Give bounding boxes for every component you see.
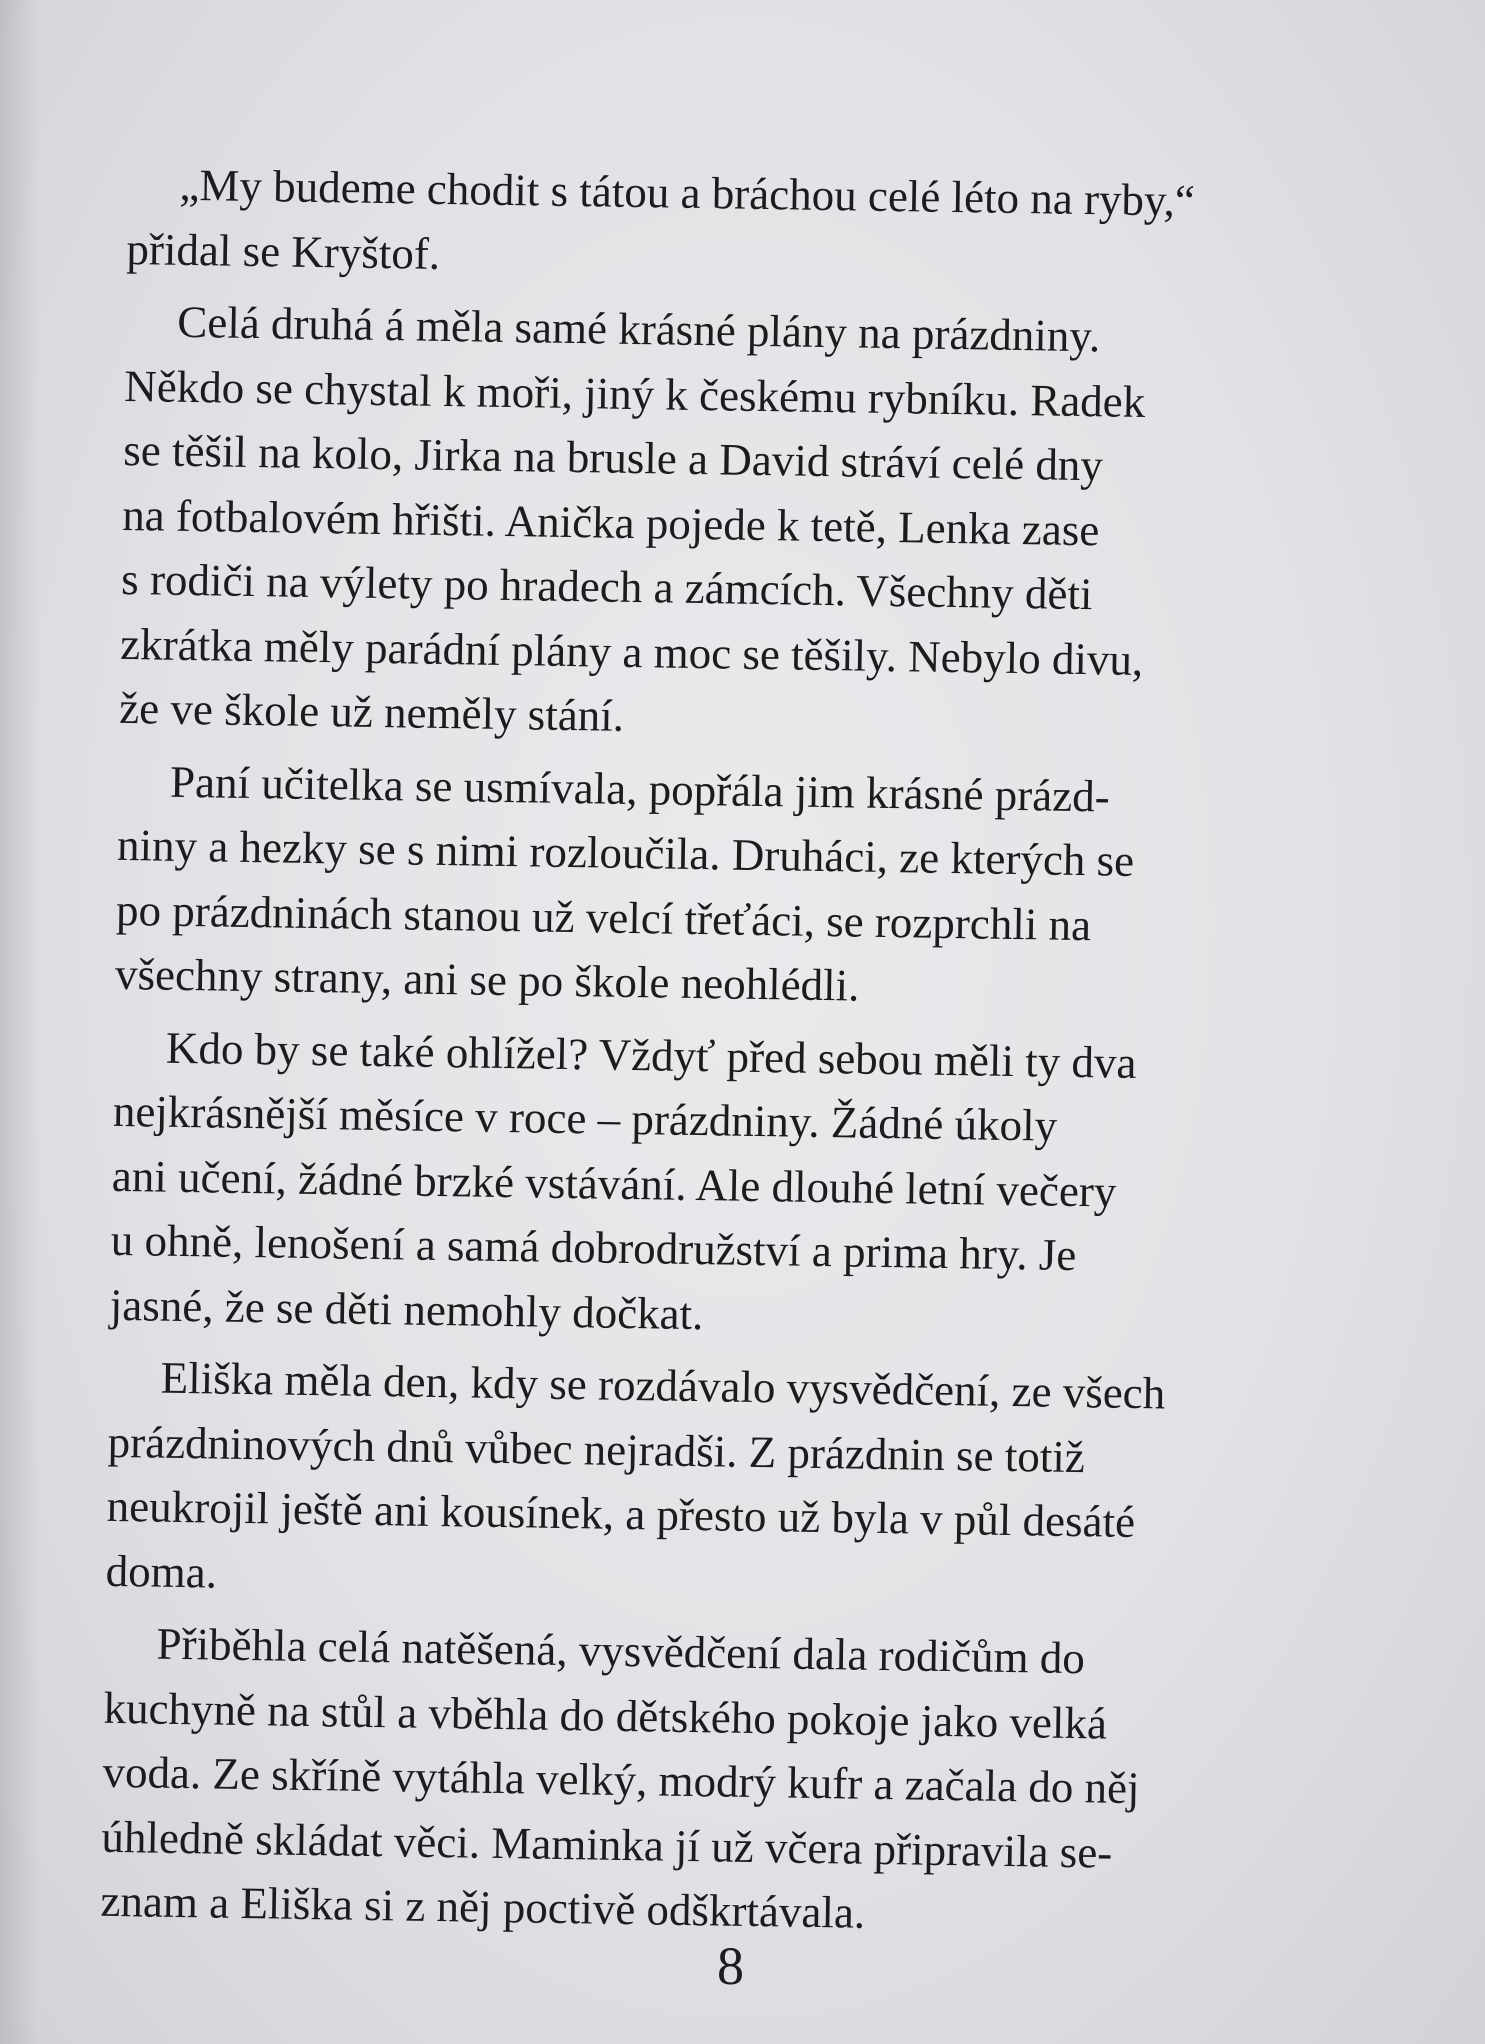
- text-line: jasné, že se děti nemohly dočkat.: [109, 1279, 704, 1339]
- text-line: na fotbalovém hřišti. Anička pojede k tetě, Lenka zase: [121, 489, 1100, 555]
- text-line: ani učení, žádné brzké vstávání. Ale dlouhé letní večery: [111, 1150, 1117, 1217]
- text-line: se těšil na kolo, Jirka na brusle a David stráví celé dny: [122, 424, 1104, 491]
- text-line: u ohně, lenošení a samá dobrodružství a prima hry. Je: [110, 1214, 1077, 1281]
- page-edge-shadow: [0, 0, 40, 2044]
- paragraph: [119, 289, 1346, 760]
- paragraph: [109, 1014, 1334, 1356]
- paragraph: [126, 152, 1348, 300]
- text-line: po prázdninách stanou už velcí třeťáci, se rozprchli na: [115, 884, 1092, 950]
- text-line: voda. Ze skříně vytáhla velký, modrý kufr a začala do něj: [102, 1746, 1140, 1814]
- text-line: Eliška měla den, kdy se rozdávalo vysvědčení, ze všech: [160, 1352, 1166, 1419]
- page-number: 8: [717, 1936, 744, 1996]
- text-line: Přiběhla celá natěšená, vysvědčení dala rodičům do: [156, 1618, 1086, 1684]
- text-line: prázdninových dnů vůbec nejradši. Z prázdnin se totiž: [107, 1416, 1086, 1482]
- text-line: „My budeme chodit s tátou a bráchou celé léto na ryby,“: [179, 159, 1196, 226]
- text-line: znam a Eliška si z něj poctivě odškrtávala.: [100, 1875, 866, 1938]
- text-line: nejkrásnější měsíce v roce – prázdniny. Žádné úkoly: [112, 1085, 1058, 1151]
- text-line: neukrojil ještě ani kousínek, a přesto už byla v půl desáté: [106, 1480, 1136, 1547]
- paragraph: [105, 1345, 1329, 1622]
- text-line: doma.: [105, 1545, 218, 1598]
- text-line: s rodiči na výlety po hradech a zámcích. Všechny děti: [120, 553, 1093, 620]
- text-line: všechny strany, ani se po škole neohlédli.: [114, 948, 860, 1011]
- text-line: niny a hezky se s nimi rozloučila. Druháci, ze kterých se: [116, 819, 1135, 886]
- text-line: zkrátka měly parádní plány a moc se těšily. Nebylo divu,: [119, 618, 1144, 685]
- text-line: přidal se Kryštof.: [126, 223, 441, 279]
- text-line: Celá druhá á měla samé krásné plány na prázdniny.: [176, 296, 1101, 362]
- text-line: Paní učitelka se usmívala, popřála jim krásné prázd-: [169, 756, 1111, 821]
- text-line: Kdo by se také ohlížel? Vždyť před sebou měli ty dva: [165, 1022, 1137, 1088]
- text-line: kuchyně na stůl a vběhla do dětského pokoje jako velká: [103, 1682, 1108, 1749]
- paragraph: [100, 1611, 1325, 1953]
- text-line: Někdo se chystal k moři, jiný k českému rybníku. Radek: [123, 360, 1146, 427]
- text-line: že ve škole už neměly stání.: [118, 682, 625, 741]
- paragraph: [115, 748, 1339, 1025]
- text-line: úhledně skládat věci. Maminka jí už včera připravila se-: [101, 1811, 1113, 1878]
- body-text: [100, 152, 1348, 1960]
